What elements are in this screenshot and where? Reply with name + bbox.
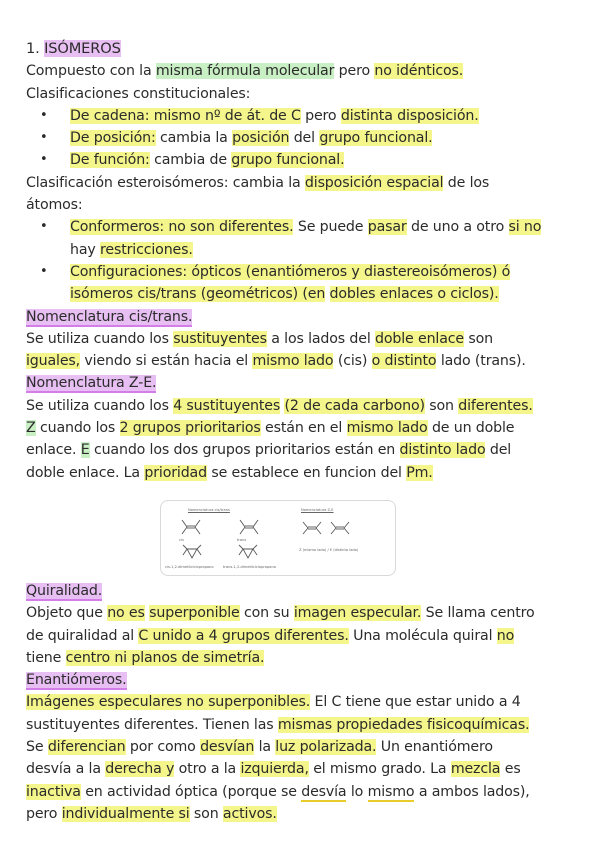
figure-caption: Nomenclatura cis/trans (188, 508, 230, 512)
enantiomer-line-5 (26, 781, 586, 803)
highlight: iguales, (26, 353, 81, 370)
highlight: luz polarizada. (275, 739, 377, 756)
text: la (258, 739, 271, 756)
list-item (26, 149, 586, 171)
figure-caption: cis-1,2-dimetilciclopropano (165, 565, 214, 569)
text: cuando los dos grupos prioritarios están en (93, 442, 396, 459)
highlight: no es (107, 605, 145, 622)
enantiomer-line-2 (26, 714, 586, 736)
z-e-line-4 (26, 462, 586, 484)
figure-caption: trans (237, 538, 247, 542)
isomer-figure (160, 500, 396, 576)
text: por como (129, 739, 196, 756)
text: Compuesto con la (26, 63, 152, 80)
text: de un doble (431, 420, 515, 437)
constitutional-list (26, 105, 586, 172)
subheading: Enantiómeros. (26, 672, 127, 689)
highlight: (2 de cada carbono) (284, 397, 425, 414)
e-alkene-structure (329, 519, 351, 537)
list-item (26, 127, 586, 149)
text: del (489, 442, 512, 459)
highlight: individualmente si (61, 805, 190, 822)
highlight: Z (26, 420, 36, 437)
text: Objeto que (26, 605, 103, 622)
highlight: si no (508, 219, 542, 236)
text: lo (350, 783, 364, 800)
highlight: desvían (200, 739, 255, 756)
enantiomer-title (26, 669, 586, 691)
highlight: inactiva (26, 783, 81, 800)
figure-caption: Nomenclatura Z-E (301, 508, 334, 512)
chirality-line-2 (26, 625, 586, 647)
figure-caption: cis (179, 538, 184, 542)
highlight: distinta disposición. (340, 107, 479, 124)
text: del (293, 130, 315, 147)
enantiomer-line-6 (26, 803, 586, 825)
text: son (193, 805, 219, 822)
text: con su (243, 605, 290, 622)
text: otro a la (178, 761, 237, 778)
highlight: derecha y (105, 761, 175, 778)
highlight: imagen especular. (293, 605, 422, 622)
subheading: Nomenclatura Z-E. (26, 375, 157, 392)
text: Clasificación esteroisómeros: cambia la (26, 174, 301, 191)
stereo-list (26, 216, 586, 305)
chirality-title (26, 580, 586, 602)
highlight: izquierda, (240, 761, 309, 778)
text: cambia de (154, 152, 227, 169)
cis-trans-title (26, 306, 586, 328)
text: desvía a la (26, 761, 101, 778)
highlight: misma fórmula molecular (155, 63, 335, 80)
highlight: no (496, 627, 515, 644)
highlight: superponible (149, 605, 240, 622)
text: son (468, 330, 493, 347)
text: cuando los (39, 420, 116, 437)
subheading: Nomenclatura cis/trans. (26, 308, 193, 325)
highlight: grupo funcional. (319, 130, 433, 147)
highlight: dobles enlaces o ciclos). (329, 286, 499, 303)
text: lado (trans). (440, 353, 526, 370)
text: pero (338, 63, 370, 80)
highlight: 2 grupos prioritarios (119, 420, 261, 437)
cis-trans-line-2 (26, 350, 586, 372)
stereo-heading-cont: átomos: (26, 197, 83, 214)
text: de uno a otro (411, 219, 505, 236)
text: pero (26, 805, 58, 822)
text: de quiralidad al (26, 627, 135, 644)
z-e-line-2 (26, 417, 586, 439)
highlight: disposición espacial (304, 174, 444, 191)
text: a ambos lados), (418, 783, 530, 800)
list-item (26, 216, 586, 261)
text: el mismo grado. La (313, 761, 447, 778)
text: hay (70, 241, 96, 258)
z-e-line-3 (26, 439, 586, 461)
highlight: restricciones. (100, 241, 193, 258)
text: Una molécula quiral (353, 627, 493, 644)
highlight: posición (232, 130, 290, 147)
list-item (26, 261, 586, 306)
highlight: mismo lado (252, 353, 334, 370)
title-number: 1. (26, 40, 40, 57)
enantiomer-line-4 (26, 758, 586, 780)
cis-alkene-structure (179, 515, 203, 537)
stereo-heading (26, 172, 586, 194)
text: Se utiliza cuando los (26, 397, 169, 414)
cis-trans-line-1 (26, 328, 586, 350)
text: Se llama centro (425, 605, 535, 622)
text: doble enlace. La (26, 464, 140, 481)
constitutional-heading: Clasificaciones constitucionales: (26, 85, 251, 102)
highlight: prioridad (144, 464, 207, 481)
highlight: Conformeros: no son diferentes. (70, 219, 294, 236)
highlight: mezcla (450, 761, 501, 778)
z-alkene-structure (301, 519, 323, 537)
notes-body (26, 38, 586, 484)
text: Un enantiómero (380, 739, 493, 756)
highlight: activos. (222, 805, 277, 822)
cis-ring-structure (181, 543, 203, 563)
highlight: C unido a 4 grupos diferentes. (138, 627, 349, 644)
list-item (26, 105, 586, 127)
highlight: pasar (367, 219, 407, 236)
text: El C tiene que estar unido a 4 (314, 694, 521, 711)
highlight: grupo funcional. (231, 152, 345, 169)
highlight: De función: (70, 152, 150, 169)
text: son (429, 397, 454, 414)
section-title (26, 38, 586, 60)
highlight: doble enlace (375, 330, 464, 347)
highlight: E (80, 442, 90, 459)
highlight: diferencian (47, 739, 126, 756)
highlight: o distinto (371, 353, 437, 370)
chirality-line-1 (26, 602, 586, 624)
subheading: Quiralidad. (26, 583, 103, 599)
definition-line (26, 60, 586, 82)
highlight: Pm. (406, 464, 433, 481)
text: se establece en funcion del (211, 464, 402, 481)
text: están en el (265, 420, 343, 437)
enantiomer-line-1 (26, 691, 586, 713)
text: cambia la (159, 130, 228, 147)
chirality-line-3 (26, 647, 586, 669)
underlined: desvía (301, 783, 347, 800)
enantiomer-line-3 (26, 736, 586, 758)
highlight: isómeros cis/trans (geométricos) (en (70, 286, 326, 303)
highlight: mismo lado (346, 420, 428, 437)
highlight: diferentes. (458, 397, 533, 414)
highlight: sustituyentes (173, 330, 267, 347)
highlight: Configuraciones: ópticos (enantiómeros y diastereoisómeros) ó (70, 263, 511, 280)
highlight: 4 sustituyentes (173, 397, 281, 414)
text: sustituyentes diferentes. Tienen las (26, 716, 274, 733)
text: Se utiliza cuando los (26, 330, 169, 347)
z-e-title (26, 372, 586, 394)
highlight: centro ni planos de simetría. (65, 649, 265, 666)
highlight: Imágenes especulares no superponibles. (26, 694, 311, 711)
highlight: distinto lado (399, 442, 486, 459)
text: enlace. (26, 442, 77, 459)
text: pero (305, 107, 337, 124)
text: (cis) (337, 353, 368, 370)
title-text: ISÓMEROS (44, 40, 121, 57)
trans-ring-structure (237, 543, 259, 563)
text: tiene (26, 649, 62, 666)
text: a los lados del (271, 330, 371, 347)
text: viendo si están hacia el (84, 353, 249, 370)
figure-caption: Z (mismo lado) / E (distinto lado) (299, 548, 359, 552)
figure-caption: trans-1,2-dimetilciclopropano (223, 565, 276, 569)
notes-lower (26, 580, 586, 825)
text: es (504, 761, 521, 778)
highlight: De posición: (70, 130, 156, 147)
highlight: no idénticos. (374, 63, 464, 80)
highlight: De cadena: mismo nº de át. de C (70, 107, 301, 124)
z-e-line-1 (26, 395, 586, 417)
text: Se (26, 739, 44, 756)
trans-alkene-structure (237, 515, 261, 537)
highlight: mismas propiedades fisicoquímicas. (277, 716, 530, 733)
text: en actividad óptica (porque se (85, 783, 297, 800)
text: Se puede (297, 219, 364, 236)
underlined: mismo (367, 783, 415, 800)
text: de los (447, 174, 490, 191)
